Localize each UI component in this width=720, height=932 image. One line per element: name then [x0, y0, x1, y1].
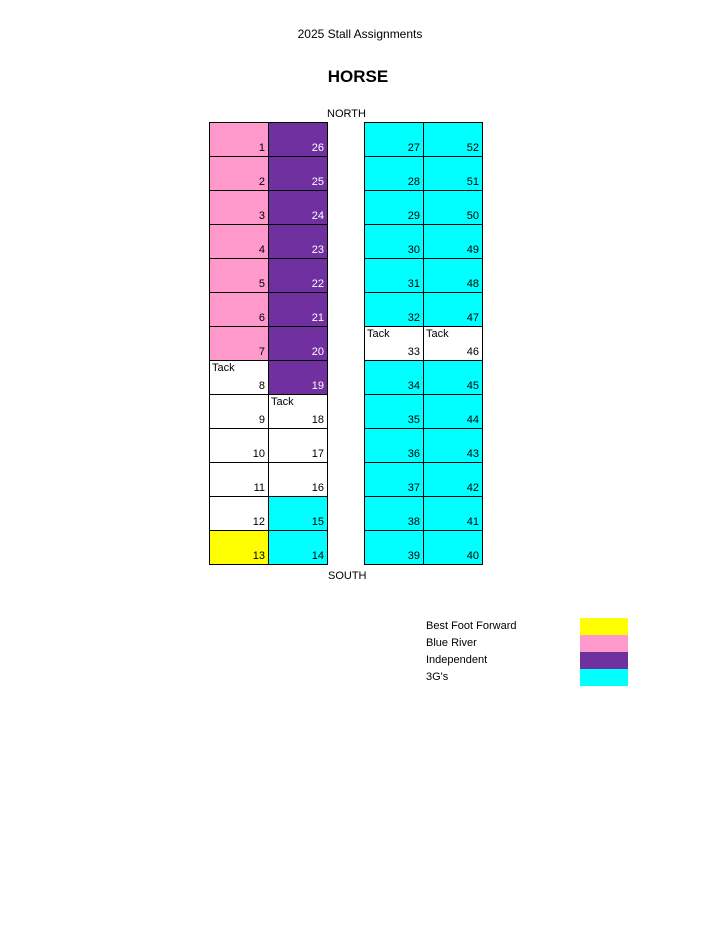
stall-number: 50 [466, 210, 479, 222]
stall-14 [269, 531, 328, 565]
stall-25 [269, 157, 328, 191]
legend-label: Independent [426, 654, 488, 666]
stall-1 [210, 123, 269, 157]
stall-51 [424, 157, 483, 191]
stall-number: 14 [311, 550, 324, 562]
stall-number: 22 [311, 278, 324, 290]
stall-number: 28 [407, 176, 420, 188]
stall-11 [210, 463, 269, 497]
stall-number: 15 [311, 516, 324, 528]
stall-number: 25 [311, 176, 324, 188]
stall-number: 42 [466, 482, 479, 494]
stall-18 [269, 395, 328, 429]
stall-number: 30 [407, 244, 420, 256]
stall-16 [269, 463, 328, 497]
stall-3 [210, 191, 269, 225]
stall-number: 41 [466, 516, 479, 528]
stall-4 [210, 225, 269, 259]
stall-number: 16 [311, 482, 324, 494]
stall-36 [365, 429, 424, 463]
stall-number: 40 [466, 550, 479, 562]
stall-number: 19 [311, 380, 324, 392]
stall-33 [365, 327, 424, 361]
legend-swatch [580, 669, 628, 686]
stall-number: 44 [466, 414, 479, 426]
stall-43 [424, 429, 483, 463]
stall-number: 35 [407, 414, 420, 426]
stall-35 [365, 395, 424, 429]
north-label: NORTH [327, 108, 366, 120]
stall-45 [424, 361, 483, 395]
stall-9 [210, 395, 269, 429]
stall-37 [365, 463, 424, 497]
stall-5 [210, 259, 269, 293]
stall-24 [269, 191, 328, 225]
stall-48 [424, 259, 483, 293]
stall-19 [269, 361, 328, 395]
stall-number: 29 [407, 210, 420, 222]
stall-41 [424, 497, 483, 531]
stall-number: 8 [258, 380, 265, 392]
legend-label: Best Foot Forward [426, 620, 517, 632]
stall-22 [269, 259, 328, 293]
tack-label: Tack [212, 362, 235, 374]
stall-6 [210, 293, 269, 327]
stall-13 [210, 531, 269, 565]
stall-7 [210, 327, 269, 361]
stall-number: 26 [311, 142, 324, 154]
stall-number: 51 [466, 176, 479, 188]
stall-8 [210, 361, 269, 395]
stall-number: 33 [407, 346, 420, 358]
stall-number: 6 [258, 312, 265, 324]
stall-number: 12 [252, 516, 265, 528]
stall-29 [365, 191, 424, 225]
stall-50 [424, 191, 483, 225]
stall-number: 7 [258, 346, 265, 358]
stall-number: 5 [258, 278, 265, 290]
stall-number: 18 [311, 414, 324, 426]
stall-number: 45 [466, 380, 479, 392]
stall-number: 36 [407, 448, 420, 460]
stall-block-east [364, 122, 483, 565]
stall-27 [365, 123, 424, 157]
stall-2 [210, 157, 269, 191]
tack-label: Tack [367, 328, 390, 340]
stall-26 [269, 123, 328, 157]
stall-31 [365, 259, 424, 293]
stall-49 [424, 225, 483, 259]
stall-number: 27 [407, 142, 420, 154]
stall-40 [424, 531, 483, 565]
stall-number: 17 [311, 448, 324, 460]
stall-47 [424, 293, 483, 327]
stall-number: 52 [466, 142, 479, 154]
stall-34 [365, 361, 424, 395]
stall-17 [269, 429, 328, 463]
stall-number: 9 [258, 414, 265, 426]
stall-number: 21 [311, 312, 324, 324]
stall-number: 2 [258, 176, 265, 188]
tack-label: Tack [271, 396, 294, 408]
stall-number: 32 [407, 312, 420, 324]
stall-number: 38 [407, 516, 420, 528]
legend-label: Blue River [426, 637, 477, 649]
stall-10 [210, 429, 269, 463]
stall-number: 46 [466, 346, 479, 358]
stall-number: 10 [252, 448, 265, 460]
stall-20 [269, 327, 328, 361]
stall-number: 43 [466, 448, 479, 460]
stall-number: 39 [407, 550, 420, 562]
stall-number: 3 [258, 210, 265, 222]
legend-swatch [580, 652, 628, 669]
stall-number: 20 [311, 346, 324, 358]
legend-swatch [580, 635, 628, 652]
stall-21 [269, 293, 328, 327]
stall-number: 34 [407, 380, 420, 392]
stall-number: 47 [466, 312, 479, 324]
stall-52 [424, 123, 483, 157]
stall-23 [269, 225, 328, 259]
stall-38 [365, 497, 424, 531]
stall-12 [210, 497, 269, 531]
south-label: SOUTH [328, 570, 367, 582]
document-title: 2025 Stall Assignments [297, 27, 423, 41]
stall-44 [424, 395, 483, 429]
stall-number: 11 [253, 482, 265, 494]
stall-39 [365, 531, 424, 565]
stall-number: 31 [407, 278, 420, 290]
stall-number: 4 [258, 244, 265, 256]
stall-28 [365, 157, 424, 191]
stall-15 [269, 497, 328, 531]
tack-label: Tack [426, 328, 449, 340]
stall-number: 23 [311, 244, 324, 256]
page-heading: HORSE [327, 67, 389, 86]
stall-30 [365, 225, 424, 259]
stall-number: 49 [466, 244, 479, 256]
stall-number: 24 [311, 210, 324, 222]
stall-46 [424, 327, 483, 361]
stall-number: 48 [466, 278, 479, 290]
stall-32 [365, 293, 424, 327]
stall-number: 1 [258, 142, 265, 154]
legend-label: 3G's [426, 671, 449, 683]
stall-number: 13 [252, 550, 265, 562]
legend-swatch [580, 618, 628, 635]
stall-number: 37 [407, 482, 420, 494]
stall-block-west [209, 122, 328, 565]
stall-42 [424, 463, 483, 497]
